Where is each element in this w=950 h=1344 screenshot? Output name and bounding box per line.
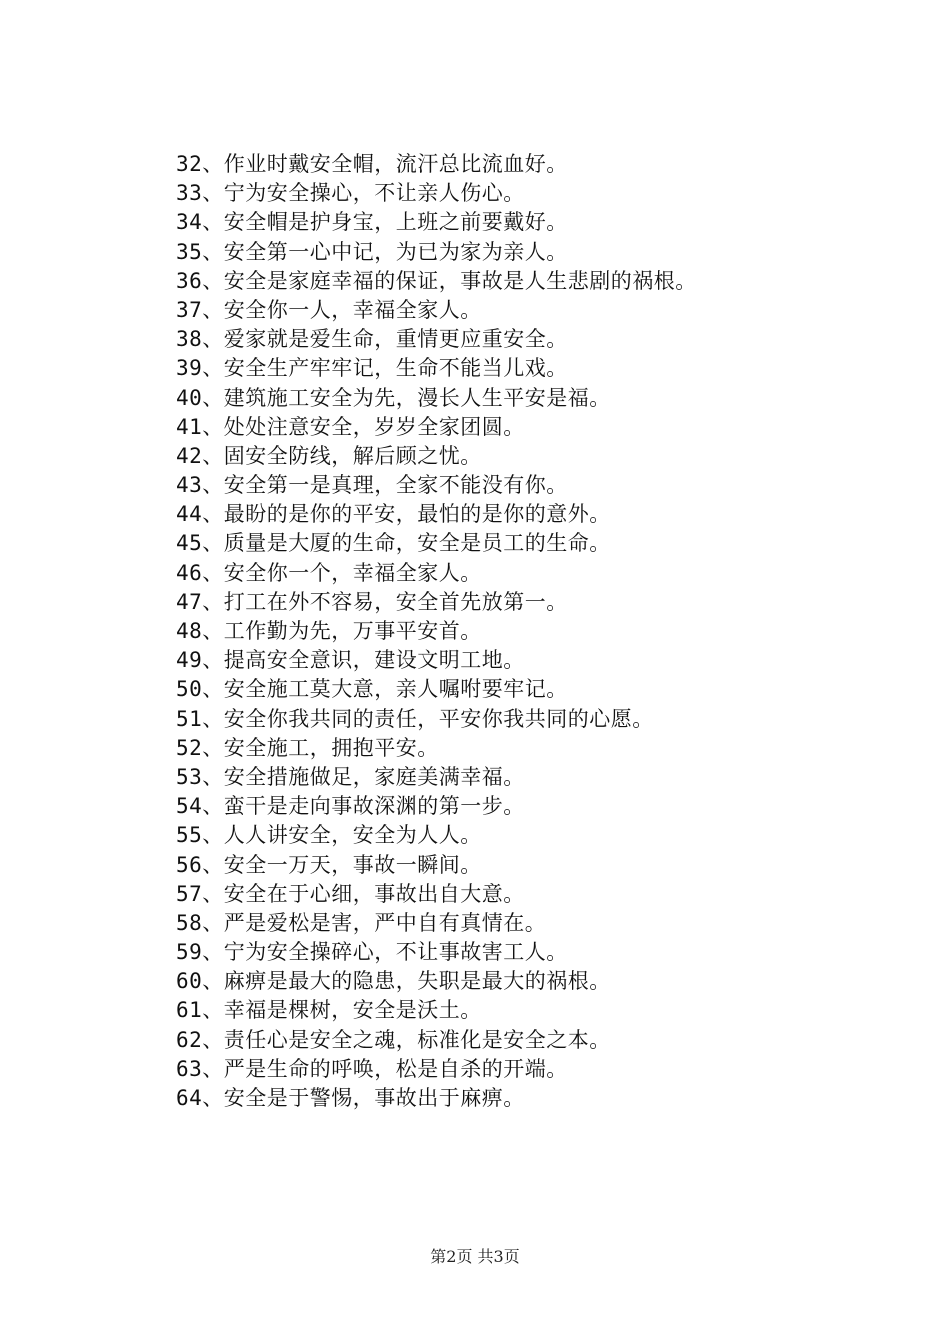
slogan-line: 62、责任心是安全之魂，标准化是安全之本。 — [176, 1027, 611, 1052]
slogan-line: 59、宁为安全操碎心，不让事故害工人。 — [176, 940, 568, 965]
slogan-line: 55、人人讲安全，安全为人人。 — [176, 823, 482, 848]
slogan-line: 34、安全帽是护身宝，上班之前要戴好。 — [176, 210, 568, 235]
slogan-line: 50、安全施工莫大意，亲人嘱咐要牢记。 — [176, 677, 568, 702]
slogan-line: 47、打工在外不容易，安全首先放第一。 — [176, 589, 568, 614]
slogan-line: 38、爱家就是爱生命，重情更应重安全。 — [176, 327, 568, 352]
slogan-line: 64、安全是于警惕，事故出于麻痹。 — [176, 1086, 525, 1110]
slogan-line: 52、安全施工，拥抱平安。 — [176, 735, 439, 760]
slogan-line: 57、安全在于心细，事故出自大意。 — [176, 881, 525, 906]
slogan-line: 58、严是爱松是害，严中自有真情在。 — [176, 910, 547, 935]
slogan-line: 48、工作勤为先，万事平安首。 — [176, 619, 482, 643]
slogan-line: 33、宁为安全操心，不让亲人伤心。 — [176, 181, 525, 206]
slogan-line: 53、安全措施做足，家庭美满幸福。 — [176, 764, 525, 789]
slogan-line: 32、作业时戴安全帽，流汗总比流血好。 — [176, 152, 568, 176]
slogan-line: 61、幸福是棵树，安全是沃土。 — [176, 998, 482, 1023]
slogan-line: 51、安全你我共同的责任，平安你我共同的心愿。 — [176, 706, 654, 731]
slogan-line: 54、蛮干是走向事故深渊的第一步。 — [176, 794, 525, 819]
slogan-line: 35、安全第一心中记，为已为家为亲人。 — [176, 239, 568, 264]
slogan-line: 43、安全第一是真理，全家不能没有你。 — [176, 473, 568, 498]
slogan-line: 60、麻痹是最大的隐患，失职是最大的祸根。 — [176, 969, 611, 994]
slogan-line: 46、安全你一个，幸福全家人。 — [176, 560, 482, 585]
slogan-line: 49、提高安全意识，建设文明工地。 — [176, 648, 525, 673]
slogan-line: 41、处处注意安全，岁岁全家团圆。 — [176, 414, 525, 439]
slogan-line: 36、安全是家庭幸福的保证，事故是人生悲剧的祸根。 — [176, 268, 697, 293]
slogan-line: 44、最盼的是你的平安，最怕的是你的意外。 — [176, 502, 611, 527]
slogan-line: 39、安全生产牢牢记，生命不能当儿戏。 — [176, 356, 568, 381]
slogan-line: 45、质量是大厦的生命，安全是员工的生命。 — [176, 531, 611, 556]
slogan-line: 37、安全你一人，幸福全家人。 — [176, 297, 482, 322]
page-footer: 第2页 共3页 — [430, 1247, 520, 1266]
slogan-line: 63、严是生命的呼唤，松是自杀的开端。 — [176, 1056, 568, 1081]
slogan-line: 56、安全一万天，事故一瞬间。 — [176, 852, 482, 877]
slogan-line: 40、建筑施工安全为先，漫长人生平安是福。 — [176, 385, 611, 410]
slogan-list — [176, 150, 896, 1113]
slogan-line: 42、固安全防线，解后顾之忧。 — [176, 443, 482, 468]
